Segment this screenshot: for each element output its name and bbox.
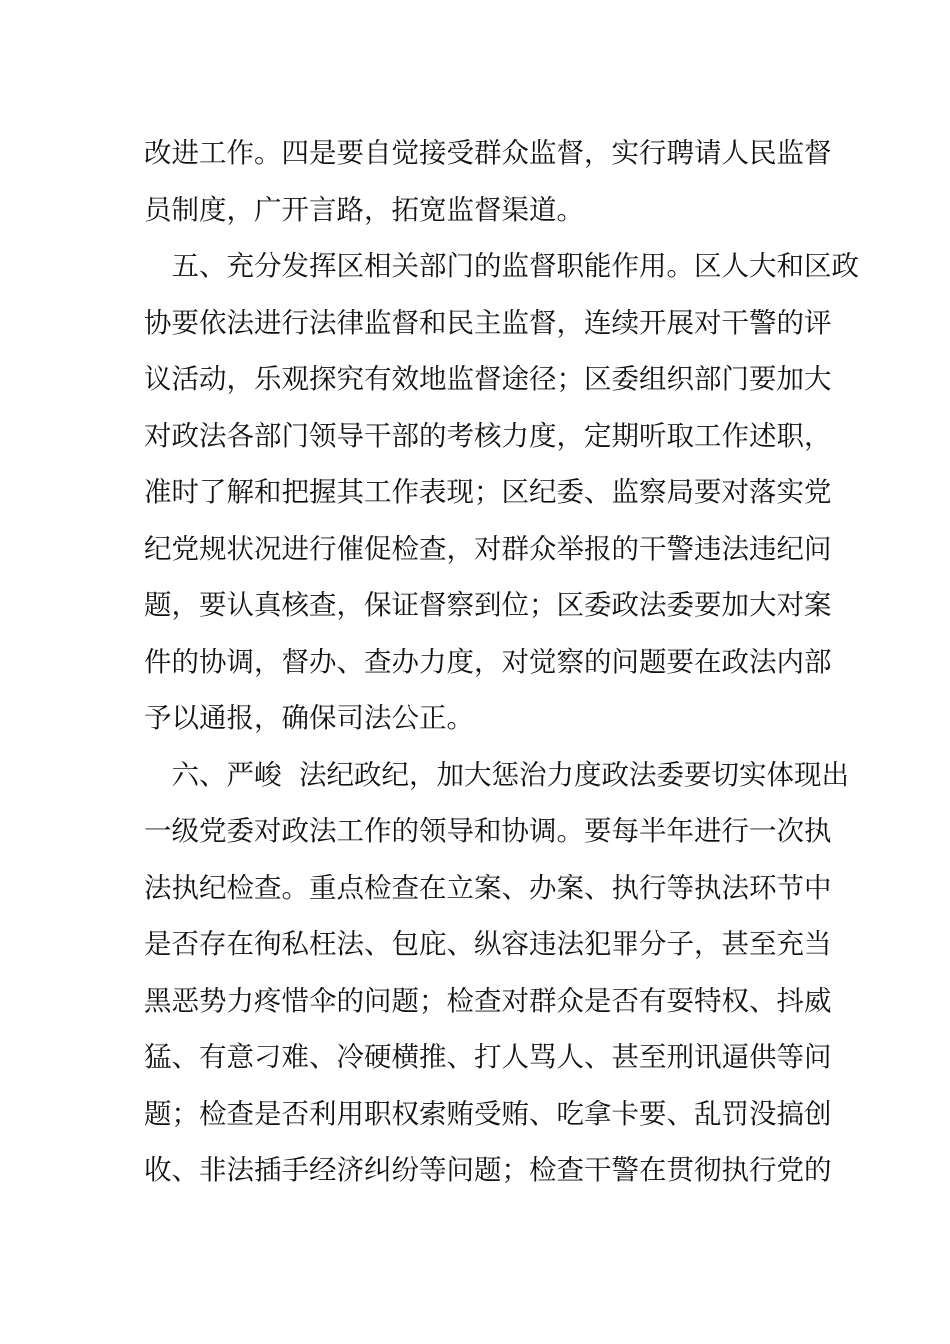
text-line: 五、充分发挥区相关部门的监督职能作用。区人大和区政	[171, 250, 859, 282]
text-line: 准时了解和把握其工作表现；区纪委、监察局要对落实党	[144, 476, 832, 508]
text-line: 题；检查是否利用职权索贿受贿、吃拿卡要、乱罚没搞创	[144, 1097, 832, 1130]
text-line: 题，要认真核查，保证督察到位；区委政法委要加大对案	[144, 589, 832, 621]
text-line: 黑恶势力疼惜伞的问题；检查对群众是否有耍特权、抖威	[144, 984, 832, 1017]
text-line: 对政法各部门领导干部的考核力度，定期听取工作述职，	[144, 419, 832, 452]
text-line: 一级党委对政法工作的领导和协调。要每半年进行一次执	[144, 815, 832, 847]
text-line: 协要依法进行法律监督和民主监督，连续开展对干警的评	[144, 306, 832, 339]
text-line: 件的协调，督办、查办力度，对觉察的问题要在政法内部	[144, 645, 832, 678]
text-line: 六、严峻 法纪政纪，加大惩治力度政法委要切实体现出	[171, 758, 849, 791]
text-line: 员制度，广开言路，拓宽监督渠道。	[144, 193, 584, 226]
text-line: 猛、有意刁难、冷硬横推、打人骂人、甚至刑讯逼供等问	[144, 1041, 832, 1073]
text-line: 是否存在徇私枉法、包庇、纵容违法犯罪分子，甚至充当	[144, 928, 832, 960]
text-line: 纪党规状况进行催促检查，对群众举报的干警违法违纪问	[144, 532, 832, 565]
text-line: 法执纪检查。重点检查在立案、办案、执行等执法环节中	[144, 871, 832, 904]
text-line: 收、非法插手经济纠纷等问题；检查干警在贯彻执行党的	[144, 1154, 832, 1186]
text-line: 予以通报，确保司法公正。	[144, 702, 474, 734]
text-line: 改进工作。四是要自觉接受群众监督，实行聘请人民监督	[144, 137, 832, 169]
document-body	[144, 125, 859, 1199]
text-line: 议活动，乐观探究有效地监督途径；区委组织部门要加大	[144, 363, 832, 395]
